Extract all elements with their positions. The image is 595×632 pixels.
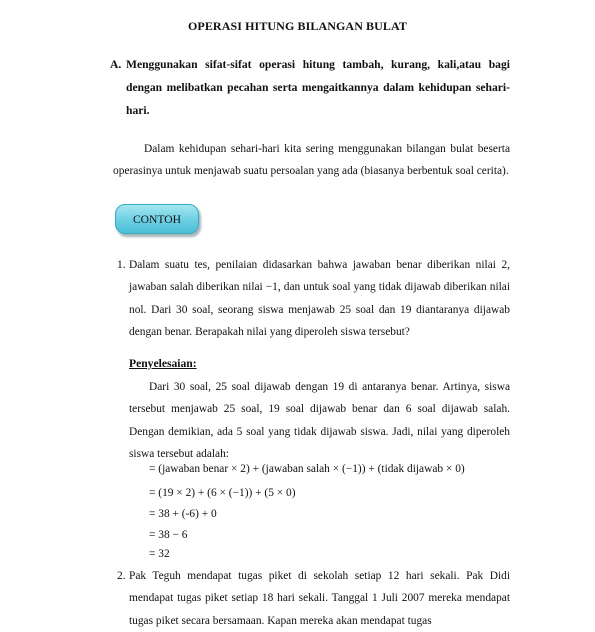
calc-step-5: = 32 [149, 548, 170, 560]
problem-text: Dalam suatu tes, penilaian didasarkan bahwa jawaban benar diberikan nilai 2, jawaban salah diberikan nilai −1, dan untuk soal yang tidak dijawab diberikan nilai nol. Dari 30 soal, seorang siswa menjawab 25 soal dan 19 diantaranya dijawab dengan benar. Berapakah nilai yang diperoleh siswa tersebut? [129, 259, 510, 338]
calc-step-2: = (19 × 2) + (6 × (−1)) + (5 × 0) [149, 487, 296, 499]
problem-item-1 [117, 254, 510, 343]
intro-paragraph: Dalam kehidupan sehari-hari kita sering menggunakan bilangan bulat beserta operasinya untuk menjawab suatu persoalan yang ada (biasanya berbentuk soal cerita). [113, 143, 510, 177]
section-text: Menggunakan sifat-sifat operasi hitung tambah, kurang, kali,atau bagi dengan melibatkan pecahan serta mengaitkannya dalam kehidupan sehari-hari. [126, 58, 510, 117]
calc-step-3: = 38 + (-6) + 0 [149, 508, 217, 520]
solution-paragraph: Dari 30 soal, 25 soal dijawab dengan 19 di antaranya benar. Artinya, siswa tersebut menjawab 25 soal, 19 soal dijawab benar dan 6 soal dijawab salah. Dengan demikian, ada 5 soal yang tidak dijawab siswa. Jadi, nilai yang diperoleh siswa tersebut adalah: [129, 381, 510, 460]
section-heading [110, 53, 510, 122]
problem-number: 1. [117, 259, 126, 271]
solution-heading: Penyelesaian: [129, 357, 197, 370]
problem-text: Pak Teguh mendapat tugas piket di sekolah setiap 12 hari sekali. Pak Didi mendapat tugas piket setiap 18 hari sekali. Tanggal 1 Juli 2007 mereka mendapat tugas piket secara bersamaan. Kapan mereka akan mendapat tugas [129, 570, 510, 627]
calc-step-1: = (jawaban benar × 2) + (jawaban salah × (−1)) + (tidak dijawab × 0) [149, 463, 465, 475]
problem-item-2 [117, 565, 510, 632]
calc-step-4: = 38 − 6 [149, 529, 188, 541]
contoh-button[interactable]: CONTOH [115, 204, 199, 234]
problem-number: 2. [117, 570, 126, 582]
section-label: A. [110, 58, 122, 71]
page-title: OPERASI HITUNG BILANGAN BULAT [187, 19, 408, 33]
